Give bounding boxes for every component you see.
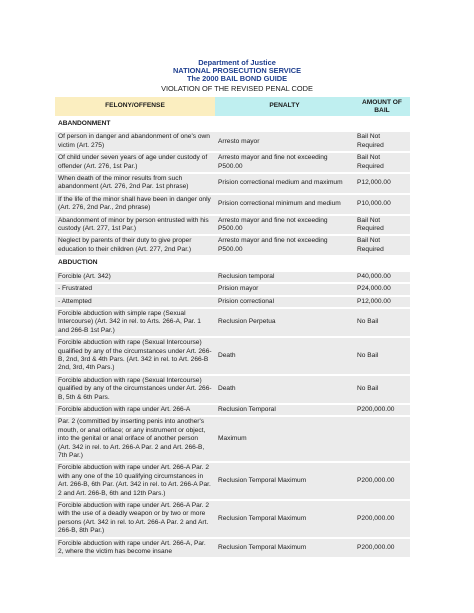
felony-cell: Forcible abduction with rape (Sexual Intercourse) qualified by any of the circumstances under Art. 266-B, 2nd, 3rd & 4th Pars. (Art. 342 in rel. to Art. 266-B 2nd, 3rd, 4th Pars.)	[55, 338, 215, 374]
felony-cell: - Attempted	[55, 297, 215, 307]
felony-cell: If the life of the minor shall have been in danger only (Art. 276, 2nd Par., 2nd phrase)	[55, 195, 215, 214]
section-title: ABANDONMENT	[55, 118, 410, 130]
penalty-cell: Maximum	[215, 417, 354, 461]
amount-cell: P200,000.00	[354, 405, 410, 415]
table-row	[55, 405, 410, 415]
amount-cell: P12,000.00	[354, 174, 410, 193]
felony-cell: Forcible abduction with rape under Art. 266-A, Par. 2, where the victim has become insane	[55, 539, 215, 558]
amount-cell: Bail Not Required	[354, 216, 410, 235]
column-header-penalty: PENALTY	[215, 97, 354, 116]
table-row	[55, 284, 410, 294]
table-row	[55, 153, 410, 172]
table-row	[55, 539, 410, 558]
table-row	[55, 463, 410, 499]
header-guide-title: The 2000 BAIL BOND GUIDE	[186, 74, 288, 83]
column-header-felony: FELONY/OFFENSE	[55, 97, 215, 116]
amount-cell: P10,000.00	[354, 195, 410, 214]
section-title: ABDUCTION	[55, 257, 410, 269]
amount-cell: P24,000.00	[354, 284, 410, 294]
section-row	[55, 257, 410, 269]
penalty-cell: Arresto mayor	[215, 132, 354, 151]
amount-cell: Bail Not Required	[354, 132, 410, 151]
amount-cell: No Bail	[354, 376, 410, 403]
header-agency: NATIONAL PROSECUTION SERVICE	[172, 66, 302, 75]
bail-table	[55, 95, 410, 559]
penalty-cell: Reclusion temporal	[215, 272, 354, 282]
felony-cell: Forcible abduction with simple rape (Sexual Intercourse) (Art. 342 in rel. to Arts. 266-A, Par. 1 and 266-B 1st Par.)	[55, 309, 215, 336]
felony-cell: Forcible abduction with rape (Sexual Intercourse) qualified by any of the circumstances under Art. 266-B, 5th & 6th Pars.	[55, 376, 215, 403]
felony-cell: Forcible abduction with rape under Art. 266-A Par. 2 with the use of a deadly weapon or by two or more persons (Art. 342 in rel. to Art. 266-A Par. 2 and Art. 266-B, 8th Par.)	[55, 501, 215, 537]
table-row	[55, 195, 410, 214]
felony-cell: Abandonment of minor by person entrusted with his custody (Art. 277, 1st Par.)	[55, 216, 215, 235]
amount-cell: Bail Not Required	[354, 153, 410, 172]
table-body	[55, 118, 410, 557]
penalty-cell: Arresto mayor and fine not exceeding P500.00	[215, 216, 354, 235]
penalty-cell: Reclusion Temporal Maximum	[215, 501, 354, 537]
section-row	[55, 118, 410, 130]
penalty-cell: Reclusion Temporal	[215, 405, 354, 415]
amount-cell	[354, 417, 410, 461]
amount-cell: P200,000.00	[354, 501, 410, 537]
felony-cell: Forcible (Art. 342)	[55, 272, 215, 282]
penalty-cell: Death	[215, 376, 354, 403]
amount-cell: No Bail	[354, 309, 410, 336]
felony-cell: - Frustrated	[55, 284, 215, 294]
table-row	[55, 132, 410, 151]
penalty-cell: Arresto mayor and fine not exceeding P500.00	[215, 236, 354, 255]
penalty-cell: Prision correctional minimum and medium	[215, 195, 354, 214]
amount-cell: Bail Not Required	[354, 236, 410, 255]
amount-cell: P200,000.00	[354, 463, 410, 499]
felony-cell: Forcible abduction with rape under Art. 266-A	[55, 405, 215, 415]
felony-cell: When death of the minor results from such abandonment (Art. 276, 2nd Par. 1st phrase)	[55, 174, 215, 193]
felony-cell: Neglect by parents of their duty to give proper education to their children (Art. 277, 2nd Par.)	[55, 236, 215, 255]
amount-cell: P40,000.00	[354, 272, 410, 282]
table-row	[55, 236, 410, 255]
penalty-cell: Reclusion Perpetua	[215, 309, 354, 336]
penalty-cell: Reclusion Temporal Maximum	[215, 539, 354, 558]
penalty-cell: Death	[215, 338, 354, 374]
amount-cell: P200,000.00	[354, 539, 410, 558]
table-row	[55, 272, 410, 282]
table-row	[55, 417, 410, 461]
table-row	[55, 297, 410, 307]
amount-cell: No Bail	[354, 338, 410, 374]
felony-cell: Par. 2 (committed by inserting penis into another's mouth, or anal oriface; or any instrument or object, into the genital or anal oriface of another person (Art. 342 in rel. to Art. 266-A Par. 2 and Art. 266-B, 7th Par.)	[55, 417, 215, 461]
penalty-cell: Prision mayor	[215, 284, 354, 294]
table-row	[55, 501, 410, 537]
header-department: Department of Justice	[198, 58, 276, 67]
table-row	[55, 376, 410, 403]
penalty-cell: Prision correctional	[215, 297, 354, 307]
amount-cell: P12,000.00	[354, 297, 410, 307]
table-row	[55, 174, 410, 193]
column-header-amount: AMOUNT OF BAIL	[354, 97, 410, 116]
felony-cell: Of person in danger and abandonment of one's own victim (Art. 275)	[55, 132, 215, 151]
table-row	[55, 216, 410, 235]
penalty-cell: Arresto mayor and fine not exceeding P500.00	[215, 153, 354, 172]
felony-cell: Forcible abduction with rape under Art. 266-A Par. 2 with any one of the 10 qualifying circumstances in Art. 266-B, 6th Par. (Art. 342 in rel. to Art. 266-A Par. 2 and Art. 266-B, 6th and 12th Pars.)	[55, 463, 215, 499]
table-row	[55, 309, 410, 336]
document-subtitle: VIOLATION OF THE REVISED PENAL CODE	[161, 84, 313, 93]
felony-cell: Of child under seven years of age under custody of offender (Art. 276, 1st Par.)	[55, 153, 215, 172]
table-row	[55, 338, 410, 374]
penalty-cell: Prision correctional medium and maximum	[215, 174, 354, 193]
penalty-cell: Reclusion Temporal Maximum	[215, 463, 354, 499]
